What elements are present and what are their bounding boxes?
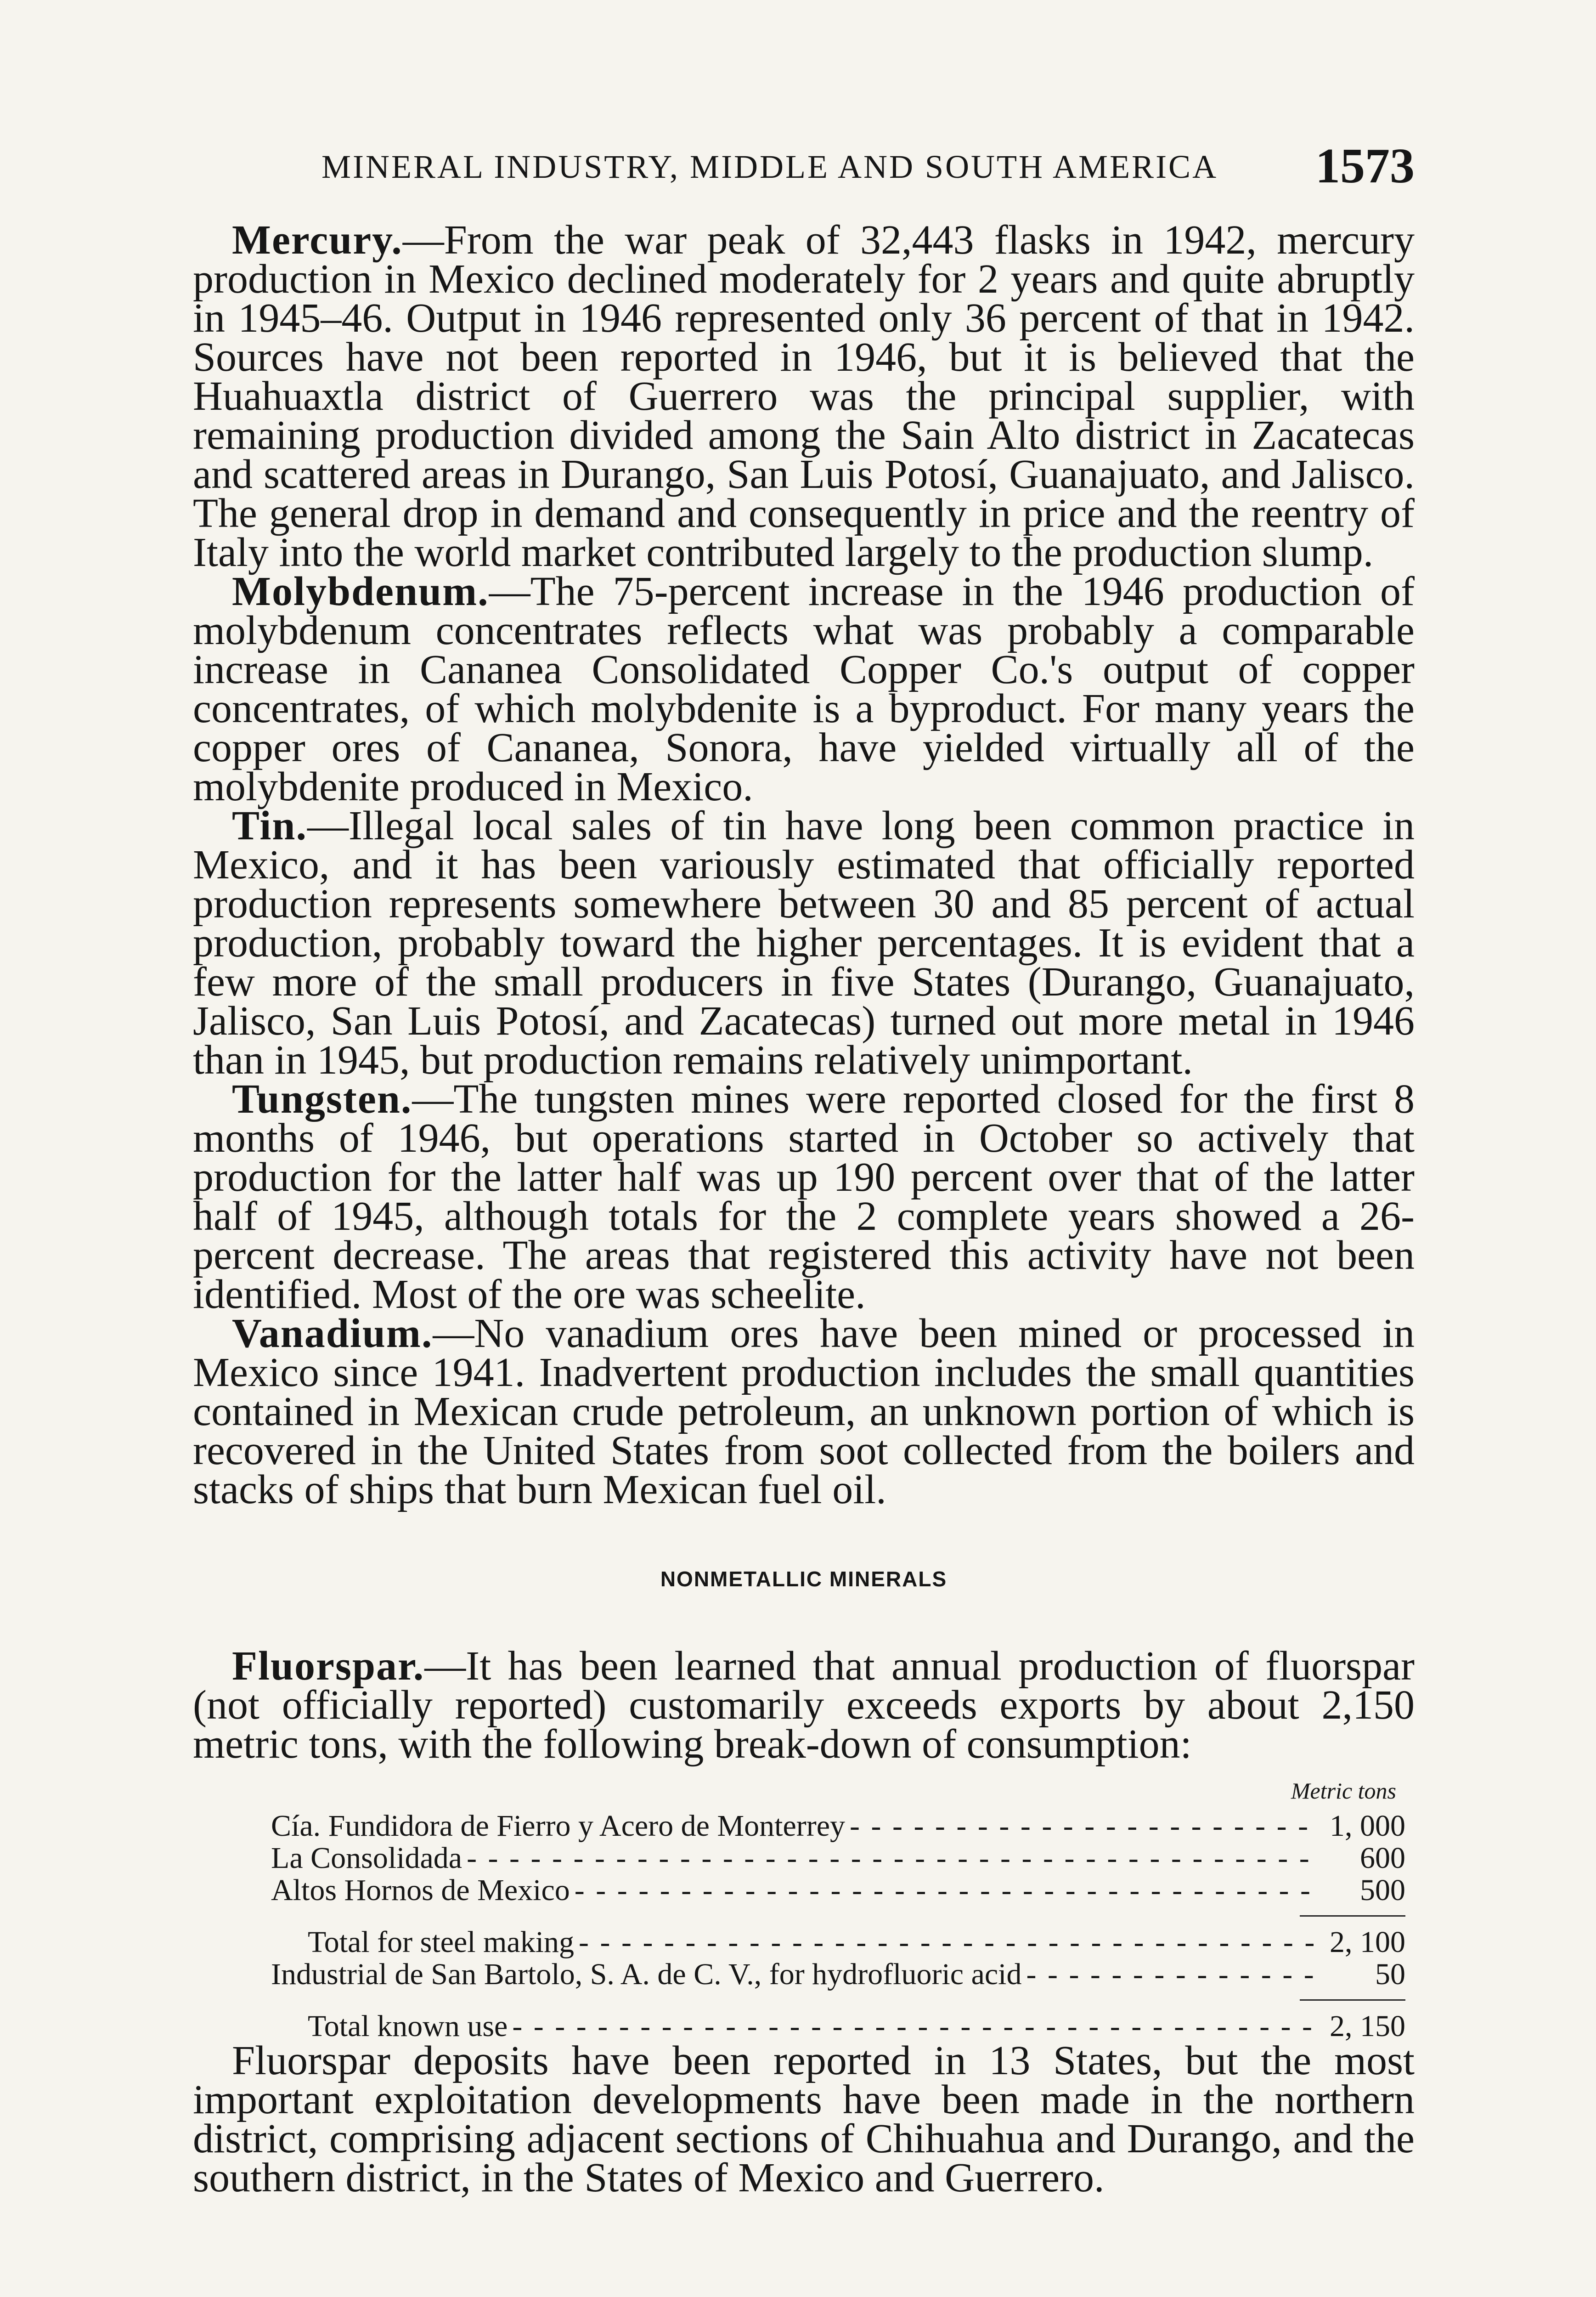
total-rule <box>1300 1999 1405 2001</box>
subtotal-row <box>308 1925 1405 1957</box>
tungsten-text: —The tungsten mines were reported closed for the first 8 months of 1946, but operations started in October so actively that production for the latter half was up 190 percent over that of the latter half of 1945, although totals for the 2 complete years showed a 26-percent decrease. The areas that registered this activity have not been identified. Most of the ore was scheelite. <box>193 1076 1415 1317</box>
fluorspar-text: —It has been learned that annual production of fluorspar (not officially reported) customarily exceeds exports by about 2,150 metric tons, with the following break-down of consumption: <box>193 1643 1415 1767</box>
fluorspar-lead: Fluorspar. <box>232 1643 425 1689</box>
leader-dots <box>575 1873 1314 1908</box>
tin-paragraph <box>193 803 1415 1083</box>
tungsten-paragraph <box>193 1076 1415 1317</box>
page-body <box>193 217 1415 2201</box>
table-row <box>271 1809 1405 1841</box>
rule-wrap <box>193 1905 1405 1925</box>
total-rule <box>1300 1915 1405 1917</box>
molybdenum-lead: Molybdenum. <box>232 569 489 614</box>
row-value: 50 <box>1375 1958 1405 1991</box>
section-heading: NONMETALLIC MINERALS <box>660 1567 947 1591</box>
table-row <box>271 1841 1405 1873</box>
vanadium-text: —No vanadium ores have been mined or processed in Mexico since 1941. Inadvertent production includes the small quantities contained in Mexican crude petroleum, an unknown portion of which is recovered in the United States from soot collected from the boilers and stacks of ships that burn Mexican fuel oil. <box>193 1311 1415 1512</box>
leader-dots <box>579 1925 1314 1960</box>
table-row <box>271 1957 1405 1989</box>
total-value: 2, 150 <box>1330 2009 1405 2043</box>
molybdenum-text: —The 75-percent increase in the 1946 production of molybdenum concentrates reflects what was probably a comparable increase in Cananea Consolidated Copper Co.'s output of copper concentrates, of which molybdenite is a byproduct. For many years the copper ores of Cananea, Sonora, have yielded virtually all of the molybdenite produced in Mexico. <box>193 569 1415 809</box>
running-header <box>321 138 1415 193</box>
fluorspar-paragraph <box>193 1643 1415 1767</box>
tin-text: —Illegal local sales of tin have long been common practice in Mexico, and it has been variously estimated that officially reported production represents somewhere between 30 and 85 percent of actual production, probably toward the higher percentages. It is evident that a few more of the small producers in five States (Durango, Guanajuato, Jalisco, San Luis Potosí, and Zacatecas) turned out more metal in 1946 than in 1945, but production remains relatively unimportant. <box>193 803 1415 1083</box>
fluorspar-deposits-paragraph: Fluorspar deposits have been reported in 13 States, but the most important exploitation developments have been made in the northern district, comprising adjacent sections of Chihuahua and Durango, and the southern district, in the States of Mexico and Guerrero. <box>193 2038 1415 2201</box>
page-number: 1573 <box>1315 139 1415 193</box>
mercury-lead: Mercury. <box>232 217 403 263</box>
row-value: 1, 000 <box>1330 1809 1405 1843</box>
row-value: 500 <box>1360 1873 1405 1907</box>
row-label: Industrial de San Bartolo, S. A. de C. V., for hydrofluoric acid <box>271 1958 1022 1991</box>
row-label: Altos Hornos de Mexico <box>271 1873 570 1907</box>
leader-dots <box>850 1809 1314 1844</box>
row-label: Cía. Fundidora de Fierro y Acero de Monterrey <box>271 1809 846 1843</box>
vanadium-lead: Vanadium. <box>232 1311 433 1356</box>
row-value: 600 <box>1360 1841 1405 1875</box>
leader-dots <box>1026 1957 1314 1992</box>
subtotal-label: Total for steel making <box>308 1925 575 1959</box>
row-label: La Consolidada <box>271 1841 462 1875</box>
consumption-table <box>193 1777 1415 2041</box>
table-row <box>271 1873 1405 1905</box>
total-label: Total known use <box>308 2009 508 2043</box>
subtotal-value: 2, 100 <box>1330 1925 1405 1959</box>
mercury-paragraph <box>193 217 1415 575</box>
table-units: Metric tons <box>1291 1778 1396 1804</box>
tin-lead: Tin. <box>232 803 307 849</box>
rule-wrap <box>193 1989 1405 2009</box>
total-row <box>308 2009 1405 2041</box>
molybdenum-paragraph <box>193 569 1415 809</box>
header-title: MINERAL INDUSTRY, MIDDLE AND SOUTH AMERICA <box>321 148 1218 185</box>
mercury-text: —From the war peak of 32,443 flasks in 1942, mercury production in Mexico declined moderately for 2 years and quite abruptly in 1945–46. Output in 1946 represented only 36 percent of that in 1942. Sources have not been reported in 1946, but it is believed that the Huahuaxtla district of Guerrero was the principal supplier, with remaining production divided among the Sain Alto district in Zacatecas and scattered areas in Durango, San Luis Potosí, Guanajuato, and Jalisco. The general drop in demand and consequently in price and the reentry of Italy into the world market contributed largely to the production slump. <box>193 217 1415 575</box>
tungsten-lead: Tungsten. <box>232 1076 412 1122</box>
leader-dots <box>467 1841 1314 1876</box>
vanadium-paragraph <box>193 1311 1415 1512</box>
